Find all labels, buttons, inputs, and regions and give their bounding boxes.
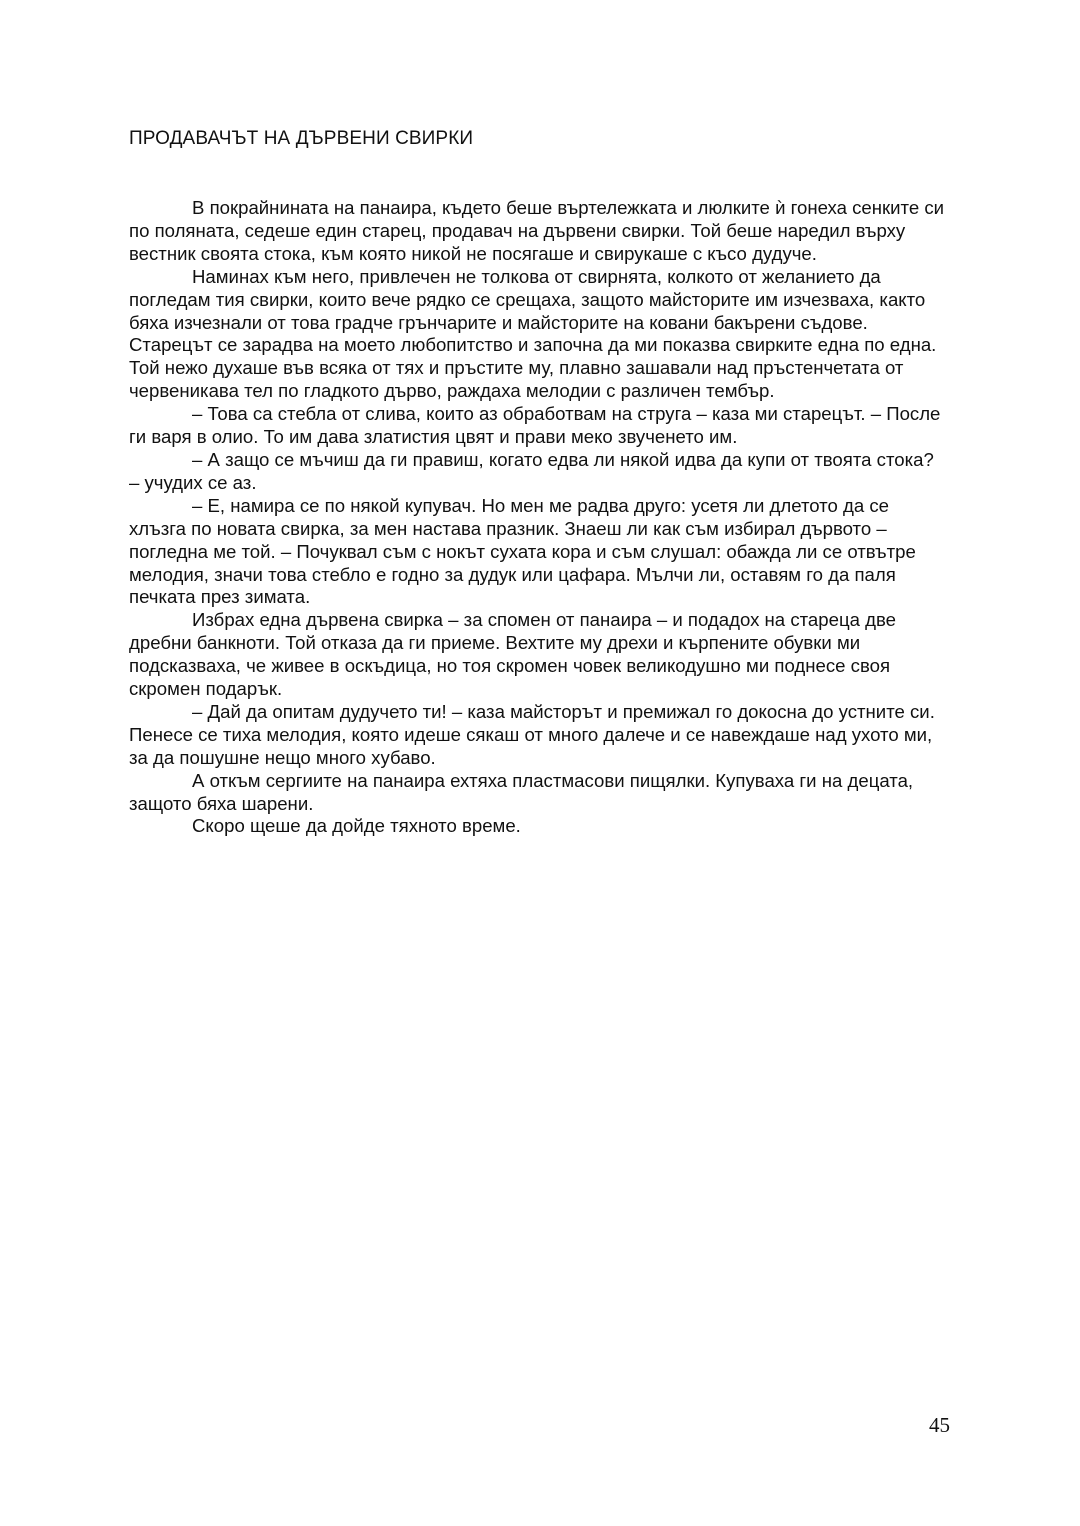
paragraph: А откъм сергиите на панаира ехтяха пластмасови пищялки. Купуваха ги на децата, защото бяха шарени. (129, 769, 914, 814)
page-number: 45 (929, 1413, 950, 1437)
paragraph: В покрайнината на панаира, където беше въртележката и люлките ѝ гонеха сенките си по поляната, седеше един старец, продавач на дървени свирки. Той беше наредил върху вестник своята стока, към която никой не посягаше и свирукаше с късо дудуче. (129, 197, 945, 264)
paragraph: – Това са стебла от слива, които аз обработвам на струга – каза ми старецът. – После ги варя в олио. То им дава златистия цвят и прави меко звученето им. (129, 403, 941, 448)
story-body (129, 197, 947, 838)
story-title: ПРОДАВАЧЪТ НА ДЪРВЕНИ СВИРКИ (129, 128, 474, 149)
paragraph: – А защо се мъчиш да ги правиш, когато едва ли някой идва да купи от твоята стока? – учудих се аз. (129, 448, 934, 493)
paragraph: – Дай да опитам дудучето ти! – каза майсторът и премижал го докосна до устните си. Пенесе се тиха мелодия, която идеше сякаш от много далече и се навеждаше над ухото ми, за да пошушне нещо много хубаво. (129, 700, 935, 768)
paragraph: Избрах една дървена свирка – за спомен от панаира – и подадох на стареца две дребни банкноти. Той отказа да ги приеме. Вехтите му дрехи и кърпените обувки ми подсказваха, че живее в оскъдица, но тоя скромен човек великодушно ми поднесе своя скромен подарък. (129, 609, 896, 700)
paragraph: Скоро щеше да дойде тяхното време. (192, 815, 521, 837)
paragraph: Наминах към него, привлечен не толкова от свирнята, колкото от желанието да погледам тия свирки, които вече рядко се срещаха, защото майсторите им изчезваха, както бяха изчезнали от това градче грънчарите и майсторите на ковани бакърени съдове. Старецът се зарадва на моето любопитство и започна да ми показва свирките една по една. Той нежо духаше във всяка от тях и пръстите му, плавно зашавали над пръстенчетата от червеникава тел по гладкото дърво, раждаха мелодии с различен тембър. (129, 265, 937, 402)
paragraph: – Е, намира се по някой купувач. Но мен ме радва друго: усетя ли длетото да се хлъзга по новата свирка, за мен настава празник. Знаеш ли как съм избирал дървото – погледна ме той. – Почуквал съм с нокът сухата кора и съм слушал: обажда ли се отвътре мелодия, значи това стебло е годно за дудук или цафара. Мълчи ли, оставям го да паля печката през зимата. (129, 494, 916, 608)
